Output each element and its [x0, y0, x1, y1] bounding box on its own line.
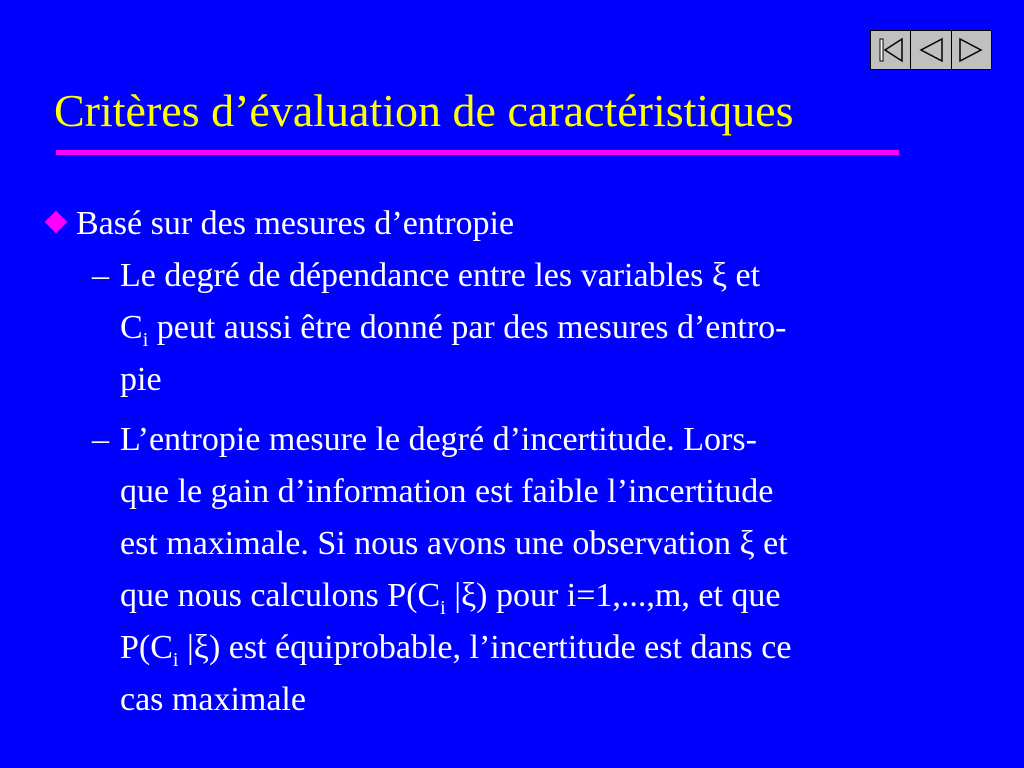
triangle-left-icon — [916, 35, 946, 65]
sub-item-2 — [92, 414, 980, 726]
skip-to-first-icon — [876, 35, 906, 65]
dash-marker: – — [92, 421, 109, 458]
sub-item-1 — [92, 250, 980, 406]
previous-slide-button[interactable] — [910, 31, 950, 69]
dash-marker: – — [92, 257, 109, 294]
text-line: cas maximale — [120, 681, 306, 718]
text-line: $P(C_i$ |ξ) est équiprobable, l’incertitude est dans ce — [120, 629, 792, 671]
text-line: est maximale. Si nous avons une observation ξ et — [120, 525, 788, 562]
bullet-text: Basé sur des mesures d’entropie — [76, 205, 515, 242]
text-line: Le degré de dépendance entre les variables ξ et — [120, 257, 761, 294]
slide-body — [40, 198, 980, 726]
text-line: que nous calculons $P(C_i$ |ξ) pour i=1,...,m, et que — [120, 577, 781, 619]
slide-title: Critères d’évaluation de caractéristiques — [54, 85, 794, 136]
title-underline — [56, 150, 899, 155]
diamond-bullet-icon — [45, 211, 68, 234]
slide-navigation — [870, 30, 992, 70]
triangle-right-icon — [956, 35, 986, 65]
sub-item-1-text — [120, 250, 970, 406]
first-slide-button[interactable] — [871, 31, 910, 69]
text-line: $C_i$ peut aussi être donné par des mesures d’entro- — [120, 309, 787, 351]
sub-item-2-text — [120, 414, 970, 726]
text-line: que le gain d’information est faible l’incertitude — [120, 473, 774, 510]
text-line: L’entropie mesure le degré d’incertitude. Lors- — [120, 421, 757, 458]
text-line: pie — [120, 361, 162, 398]
bullet-item — [40, 198, 980, 250]
next-slide-button[interactable] — [951, 31, 991, 69]
